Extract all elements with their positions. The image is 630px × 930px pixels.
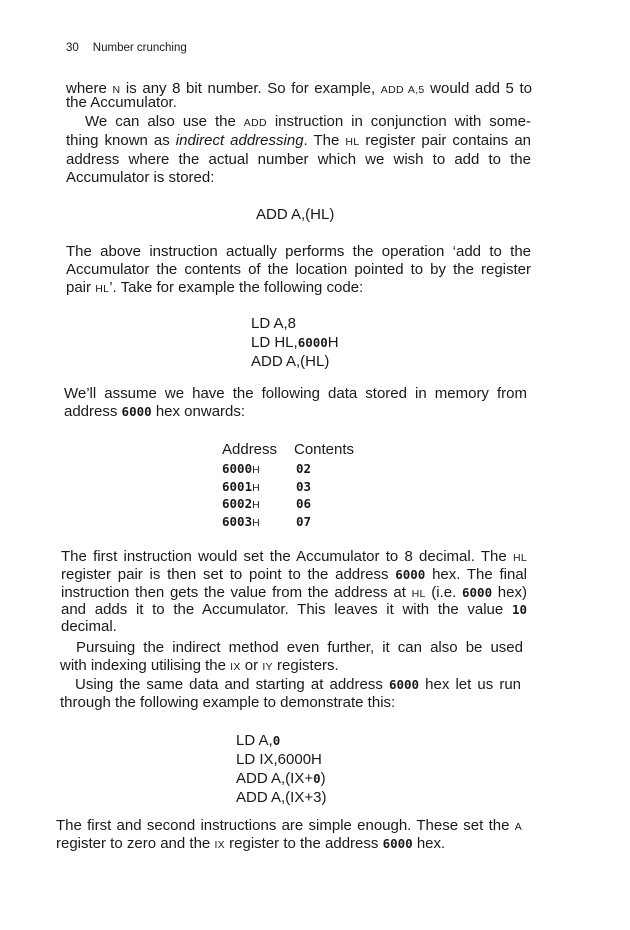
table-header	[222, 439, 354, 460]
paragraph-5-line-1: The first instruction would set the Accumulator to 8 decimal. The HL	[61, 548, 527, 565]
code-block-2	[251, 314, 339, 371]
code-line: LD HL,6000H	[251, 334, 339, 351]
code-line: LD IX,6000H	[236, 751, 322, 768]
paragraph-5-line-5: decimal.	[61, 618, 117, 635]
paragraph-8-line-2: register to zero and the IX register to the address 6000 hex.	[56, 835, 446, 852]
column-header-contents: Contents	[294, 441, 355, 458]
running-header	[66, 42, 187, 54]
table-row: 6003H 07	[222, 513, 312, 529]
table-row: 6000H 02	[222, 461, 312, 476]
code-block-1: ADD A,(HL)	[256, 206, 335, 223]
code-line: ADD A,(IX+3)	[236, 789, 327, 806]
table-row: 6001H 03	[222, 478, 312, 494]
paragraph-4-line-2: address 6000 hex onwards:	[64, 403, 246, 420]
paragraph-1-line-2: the Accumulator.	[66, 94, 177, 111]
paragraph-2-line-2: thing known as indirect addressing. The HL register pair contains an	[66, 132, 531, 149]
code-line: ADD A,(IX+0)	[236, 770, 326, 787]
paragraph-3-line-3: pair HL’. Take for example the following code:	[66, 279, 364, 296]
paragraph-2-line-3: address where the actual number which we wish to add to the	[66, 151, 531, 168]
chapter-title: Number crunching	[92, 42, 187, 54]
column-header-address: Address	[222, 441, 278, 458]
paragraph-6-line-2: with indexing utilising the IX or IY registers.	[60, 657, 339, 674]
paragraph-8-line-1: The first and second instructions are simple enough. These set the A	[56, 817, 522, 834]
paragraph-4-line-1: We’ll assume we have the following data stored in memory from	[64, 385, 527, 402]
code-line: LD A,8	[251, 315, 297, 332]
code-block-3	[236, 731, 326, 807]
table-row: 6002H 06	[222, 496, 312, 511]
paragraph-3-line-2: Accumulator the contents of the location pointed to by the register	[66, 261, 531, 278]
paragraph-6-line-1: Pursuing the indirect method even further, it can also be used	[76, 639, 523, 656]
paragraph-7-line-2: through the following example to demonstrate this:	[60, 694, 396, 711]
page-number: 30	[66, 42, 79, 54]
memory-table	[222, 439, 354, 530]
paragraph-5-line-2: register pair is then set to point to the address 6000 hex. The final	[61, 566, 527, 583]
paragraph-7-line-1: Using the same data and starting at address 6000 hex let us run	[75, 676, 521, 693]
paragraph-2-line-4: Accumulator is stored:	[66, 169, 215, 186]
paragraph-2-line-1: We can also use the ADD instruction in conjunction with some-	[85, 113, 531, 130]
paragraph-3-line-1: The above instruction actually performs the operation ‘add to the	[66, 243, 531, 260]
code-line: ADD A,(HL)	[251, 353, 330, 370]
paragraph-5-line-3: instruction then gets the value from the address at HL (i.e. 6000 hex)	[61, 584, 527, 601]
code-line: LD A,0	[236, 732, 281, 749]
paragraph-1-line-1: where N is any 8 bit number. So for example, ADD A,5 would add 5 to	[66, 80, 532, 97]
paragraph-5-line-4: and adds it to the Accumulator. This leaves it with the value 10	[61, 601, 527, 618]
